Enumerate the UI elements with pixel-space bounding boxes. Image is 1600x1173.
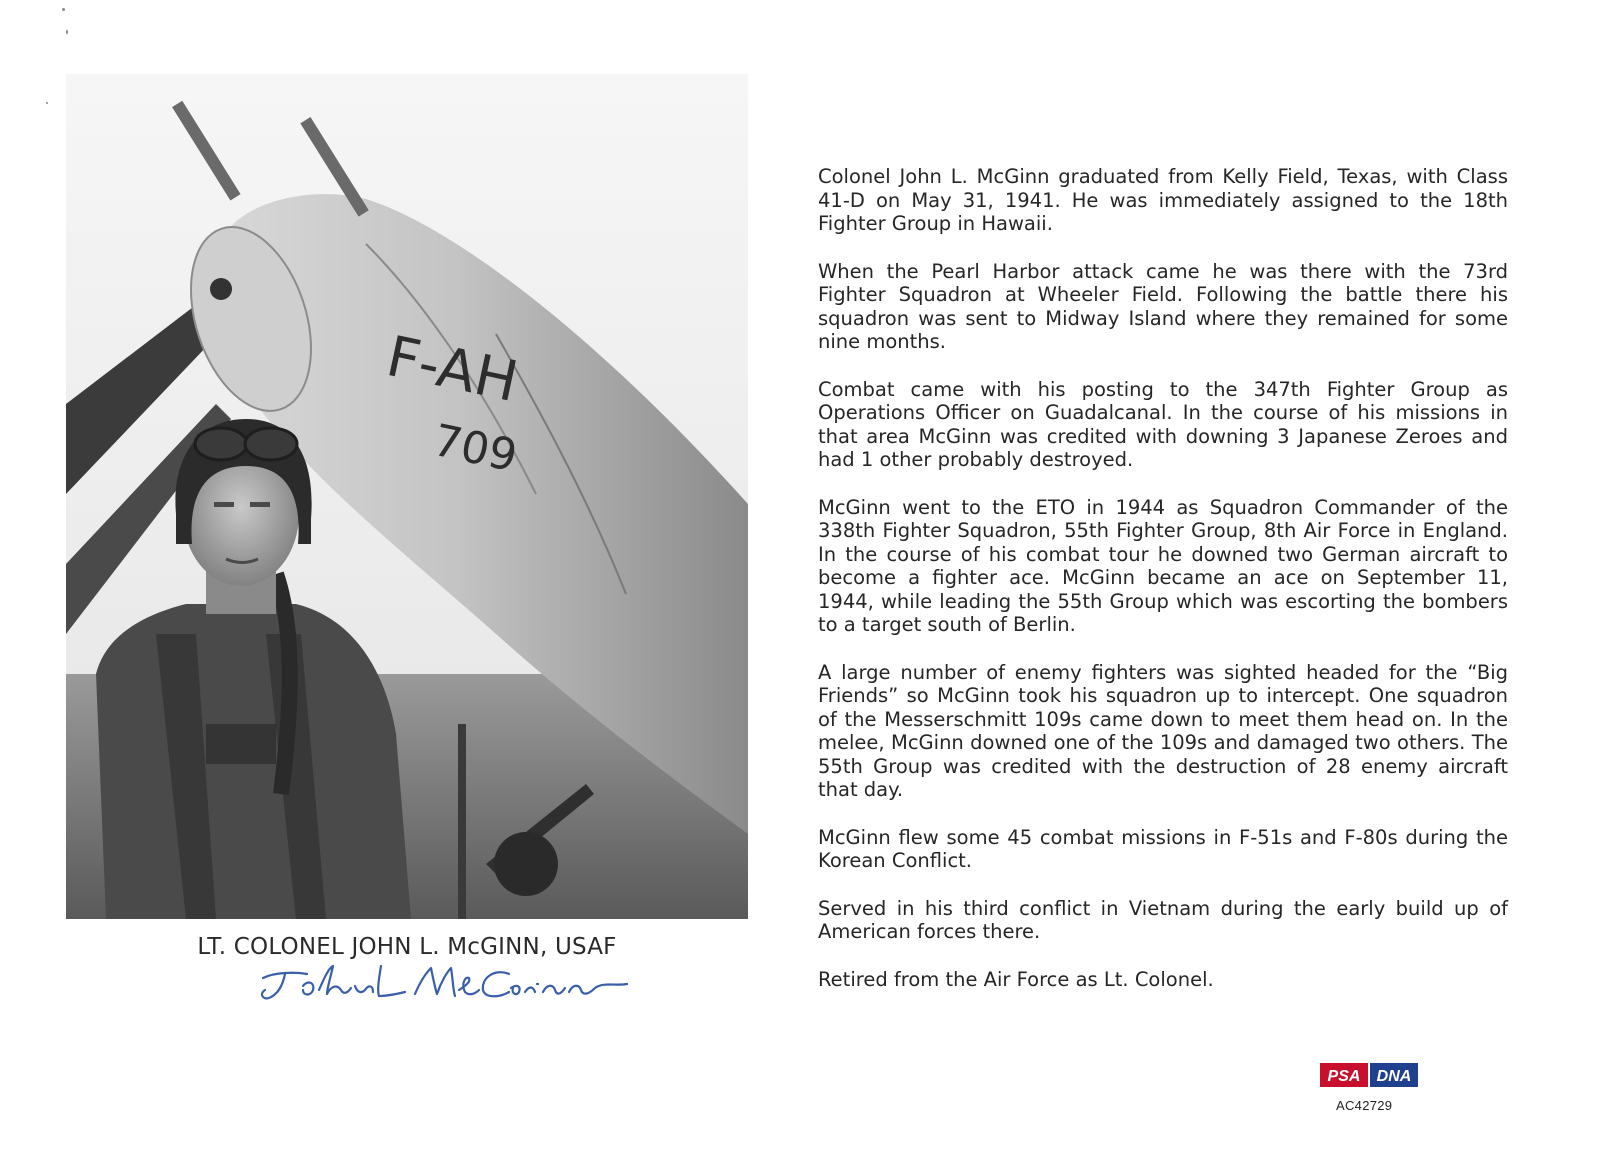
psa-dna-logo: [1320, 1063, 1418, 1087]
scan-speck: [62, 8, 65, 11]
scan-speck: [66, 30, 68, 34]
photo-caption: LT. COLONEL JOHN L. McGINN, USAF: [197, 934, 617, 960]
bio-paragraph: Retired from the Air Force as Lt. Colonel.: [818, 967, 1214, 991]
bio-paragraph: McGinn went to the ETO in 1944 as Squadron Commander of the 338th Fighter Squadron, 55th Fighter Group, 8th Air Force in England. In the course of his combat tour he downed two German aircraft to become a fighter ace. McGinn became an ace on September 11, 1944, while leading the 55th Group which was escorting the bombers to a target south of Berlin.: [818, 495, 1508, 636]
autograph-signature: [255, 960, 655, 1010]
bio-paragraph: Combat came with his posting to the 347th Fighter Group as Operations Officer on Guadalcanal. In the course of his missions in that area McGinn was credited with downing 3 Japanese Zeroes and had 1 other probably destroyed.: [818, 377, 1508, 471]
psa-logo-text: PSA: [1327, 1068, 1361, 1085]
certificate-number: AC42729: [1336, 1098, 1393, 1113]
bio-paragraph: A large number of enemy fighters was sighted headed for the “Big Friends” so McGinn took his squadron up to intercept. One squadron of the Messerschmitt 109s came down to meet them head on. In the melee, McGinn downed one of the 109s and damaged two others. The 55th Group was credited with the destruction of 28 enemy aircraft that day.: [818, 660, 1508, 801]
aircraft-serial-marking: 709: [428, 414, 522, 483]
bio-paragraph: When the Pearl Harbor attack came he was there with the 73rd Fighter Squadron at Wheeler Field. Following the battle there his squadron was sent to Midway Island where they remained for some nine months.: [818, 259, 1508, 353]
pilot-photograph: [66, 74, 748, 919]
biography-text: [818, 165, 1508, 1015]
dna-logo-text: DNA: [1376, 1068, 1412, 1085]
bio-paragraph: Served in his third conflict in Vietnam during the early build up of American forces there.: [818, 896, 1508, 943]
bio-paragraph: McGinn flew some 45 combat missions in F-51s and F-80s during the Korean Conflict.: [818, 825, 1508, 872]
aircraft-code-marking: F-AH: [381, 324, 524, 416]
scan-speck: [46, 102, 48, 104]
bio-paragraph: Colonel John L. McGinn graduated from Kelly Field, Texas, with Class 41-D on May 31, 1941. He was immediately assigned to the 18th Fighter Group in Hawaii.: [818, 165, 1508, 235]
